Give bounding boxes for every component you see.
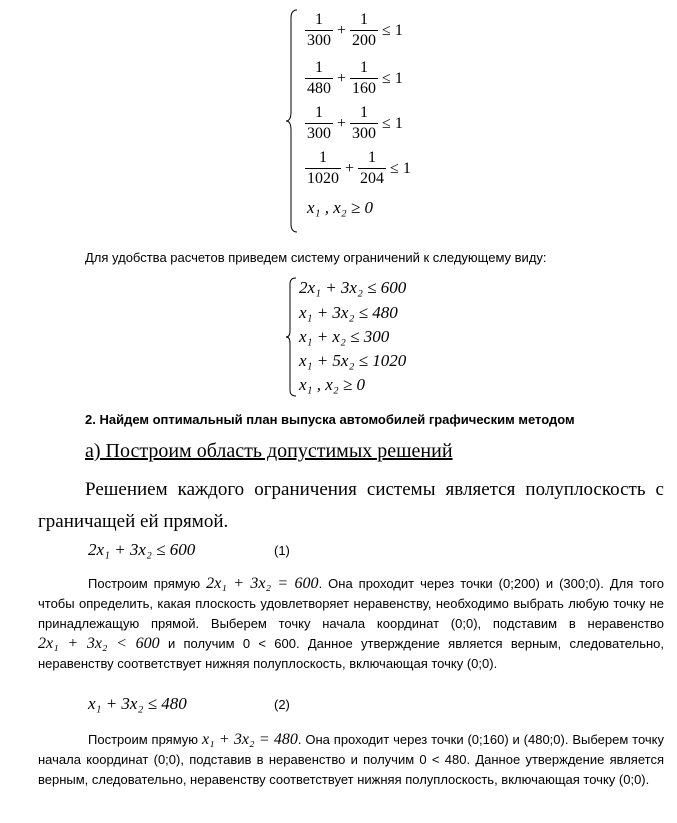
paragraph-2-part1: Построим прямую — [88, 732, 199, 747]
paragraph-1-part3: и получим 0 < 600. Данное утверждение является верным, следовательно, неравенству соответствует нижняя полуплоскость, включающая точку (0;0). — [38, 636, 664, 671]
system2-row: x₁ + 3x₂ ≤ 480 — [299, 303, 398, 322]
paragraph-1-equation: 2x₁ + 3x₂ = 600 — [206, 575, 319, 592]
subheading: а) Построим область допустимых решений — [85, 440, 453, 462]
paragraph-1 — [38, 574, 664, 674]
big-paragraph: Решением каждого ограничения системы является полуплоскость с граничащей ей прямой. — [38, 479, 664, 532]
system2 — [285, 276, 445, 398]
constraint-1-label: (1) — [274, 543, 290, 558]
system1 — [285, 8, 435, 234]
system2-row: x₁ , x₂ ≥ 0 — [299, 375, 365, 394]
system1-row: $\frac{1}{300}$ + $\frac{1}{200}$ ≤ 1 — [307, 11, 403, 49]
paragraph-1-part1: Построим прямую — [88, 576, 201, 591]
constraint-1-expr: 2x₁ + 3x₂ ≤ 600 — [88, 540, 196, 559]
paragraph-2 — [38, 730, 664, 790]
system1-brace — [285, 8, 299, 234]
system2-brace — [285, 276, 297, 398]
system1-row: $\frac{1}{480}$ + $\frac{1}{160}$ ≤ 1 — [307, 59, 403, 97]
system1-row: $\frac{1}{1020}$ + $\frac{1}{204}$ ≤ 1 — [307, 149, 411, 187]
constraint-2-label: (2) — [274, 697, 290, 712]
system2-row: x₁ + 5x₂ ≤ 1020 — [299, 351, 407, 370]
system2-row: 2x₁ + 3x₂ ≤ 600 — [299, 278, 407, 297]
section-heading: 2. Найдем оптимальный план выпуска автомобилей графическим методом — [85, 412, 575, 427]
paragraph-2-equation: x₁ + 3x₂ = 480 — [201, 731, 298, 748]
system1-nonneg: x₁ , x₂ ≥ 0 — [307, 198, 373, 217]
intro-text: Для удобства расчетов приведем систему ограничений к следующему виду: — [85, 250, 547, 265]
system2-row: x₁ + x₂ ≤ 300 — [299, 327, 390, 346]
system1-row: $\frac{1}{300}$ + $\frac{1}{300}$ ≤ 1 — [307, 104, 403, 142]
paragraph-2-part2: . Она проходит через точки (0;160) и (480;0). Выберем точку начала координат (0;0), подставив в неравенство и получим 0 < 480. Данное утверждение является верным, следовательно, неравенству соответствует нижняя полуплоскость, включающая точку (0;0). — [38, 732, 664, 787]
paragraph-1-inequality: 2x₁ + 3x₂ < 600 — [38, 635, 160, 652]
constraint-2-expr: x₁ + 3x₂ ≤ 480 — [88, 694, 187, 713]
paragraph-1-part2: . Она проходит через точки (0;200) и (300;0). Для того чтобы определить, какая плоскость удовлетворяет неравенству, необходимо выбрать любую точку не принадлежащую прямой. Выберем точку начала координат (0;0), подставим в неравенство — [38, 576, 664, 631]
